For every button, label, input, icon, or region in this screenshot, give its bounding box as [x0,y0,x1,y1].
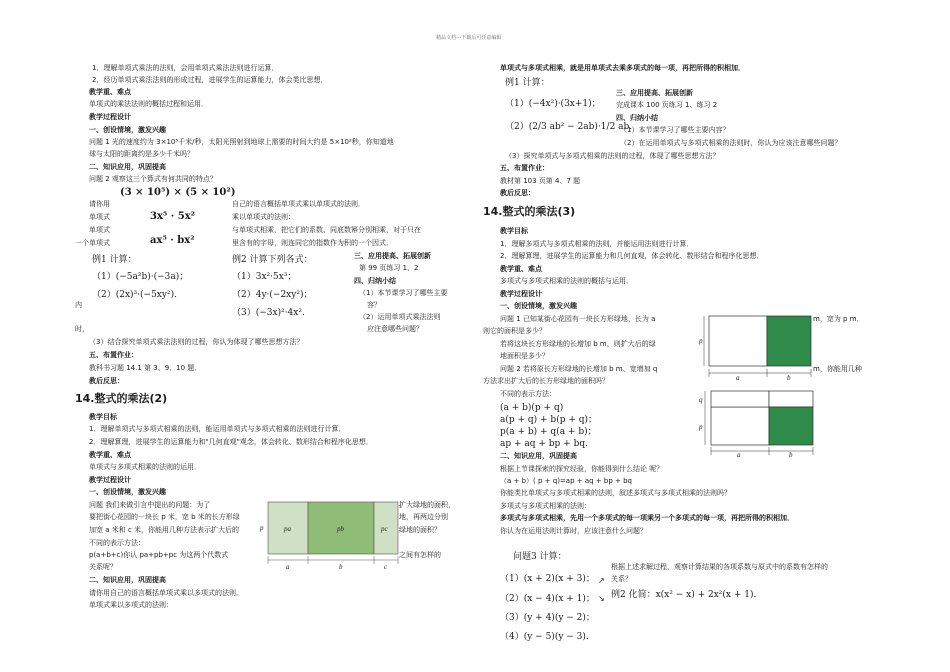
text-line: 单项式与多项式相乘的法则的运用． [89,463,201,471]
dim-label-a: a [736,374,740,381]
section-heading: 14.整式的乘法(3) [483,205,576,218]
dim-label-a: a [286,563,290,570]
arrow-mark-icon: ↗ [598,576,605,585]
region-label-pb: pb [337,525,344,533]
subheading: 一、创设情境，激发兴趣 [500,302,577,310]
garden-figure-b [699,311,815,381]
subheading: 教学过程设计 [89,113,131,121]
math-expression: （2）(x − 4)(x + 1)； [500,594,595,604]
text-line: 容？ [367,301,381,309]
subheading: 一、创设情境，激发兴趣 [89,126,166,134]
text-line: p(a+b+c)你认 pa+pb+pc 为这两个代数式 [89,551,229,559]
text-line: m，宽为 p m． [813,315,864,323]
text-line: 第 99 页练习 1、2 [359,264,419,272]
subheading: 教学过程设计 [500,290,542,298]
subheading: 单项式与多项式相乘，就是用单项式去乘多项式的每一项，再把所得的积相加． [500,64,745,72]
garden-original [709,316,767,366]
math-expression: p(a + b) + q(a + b)； [500,427,597,437]
section-heading: 14.整式的乘法(2) [75,392,168,405]
subheading: 三、应用提高、拓展创新 [354,252,431,260]
subheading: 二、知识应用，巩固提高 [89,163,166,171]
subheading: 教后反思： [89,377,124,385]
subheading: 五、布置作业： [500,164,549,172]
text-line: 1．理解多项式与多项式相乘的法则，并能运用法则进行计算． [500,240,694,248]
math-expression: ax⁵ · bx² [150,235,195,246]
text-line: （3）结合探究单项式乘法法则的过程，你认为体现了哪些思想方法？ [89,338,304,346]
text-line: 问题 2 观察这三个算式有何共同的特点？ [89,175,217,183]
subheading: 五、布置作业： [89,351,138,359]
text-line: （1）本节课学习了哪些主要内容？ [620,126,730,134]
text-line: 问题 2 若将原长方形绿地的长增加 b m、宽增加 q [500,365,658,373]
dim-label-b: b [789,451,793,457]
text-line: 单项式 [89,213,110,221]
math-expression: （3）(−3x)²·4x²． [232,308,311,318]
garden-extension [767,316,811,366]
text-line: 里含有的字母，则连同它的指数作为积的一个因式． [232,239,393,247]
subheading: 四、归纳小结 [354,277,396,285]
math-expression: （3）(y + 4)(y − 2)； [500,613,595,623]
text-line: 绿地的面积？ [399,526,441,534]
math-expression: ap + aq + bp + bq． [500,439,595,449]
text-line: （1）本节课学习了哪些主要 [359,289,448,297]
math-expression: （1）(−4x²)·(3x+1)； [505,99,601,109]
text-line: 扩大绿地的面积， [399,501,455,509]
math-expression: a(p + q) + b(p + q)； [500,415,598,425]
text-line: 内 [75,301,82,309]
text-line: 根据上述求解过程，观察计算结果的各项系数与原式中的系数有怎样的 [611,563,828,571]
text-line: 不同的表示方法： [89,539,145,547]
text-line: 关系？ [611,575,632,583]
dim-label-c: c [384,563,388,570]
math-expression: （1）(−5a²b)·(−3a)； [92,272,189,282]
garden-extension [769,407,813,445]
text-line: 请你用自己的语言概括单项式乘以多项式的法则． [89,589,243,597]
subheading: 一、创设情境，激发兴趣 [89,488,166,496]
text-line: 要把街心花园的一块长 p 米，宽 b 米的长方形绿 [89,513,240,521]
text-line: 地面积是多少？ [500,352,549,360]
text-line: 地，再两边分别 [399,513,448,521]
math-expression: 3x⁵ · 5x² [150,211,196,222]
text-line: 1．理解单项式与多项式相乘的法则，能运用单项式与多项式相乘的法则进行计算． [89,425,346,433]
text-line: （3）探究单项式与多项式相乘的法则的过程，体现了哪些思想方法？ [505,152,720,160]
math-expression: （4）(y − 5)(y − 3)． [500,632,595,642]
region-label-pa: pa [284,525,291,533]
page-header: 精品文档---下载后可任意编辑 [436,35,502,41]
text-line: 教科书习题 14.1 第 3、9、10 题． [89,364,202,372]
subheading: 教学重、难点 [89,451,131,459]
text-line: m，你能用几种 [813,365,862,373]
text-line: 2．经历单项式乘法法则的形成过程，进展学生的运算能力，体会类比思想． [92,76,328,84]
garden-original [711,407,769,445]
text-line: 若将这块长方形绿地的长增加 b m，则扩大后的绿 [500,340,656,348]
dim-label-b: b [787,374,791,381]
math-expression: (3 × 10⁵) × (5 × 10²) [120,187,236,198]
math-expression: 例2 计算下列各式： [232,255,313,265]
text-line: 请你用 [89,200,110,208]
text-line: （a + b）( p + q)=ap + aq + bp + bq [500,477,632,485]
text-line: 多项式与多项式相乘的法则： [500,502,591,510]
subheading: 教学过程设计 [89,476,131,484]
text-line: 单项式 [89,226,110,234]
math-expression: 问题3 计算： [513,552,567,562]
text-line: （2）运用单项式乘法法则 [359,313,441,321]
text-line: 问题 1 光的速度约为 3×10⁵千米/秒，太阳光照射到地球上需要的时间大约是 5×10²秒，你知道地 [89,138,394,146]
math-expression: (a + b)(p + q) [500,403,564,413]
math-expression: （1）(x + 2)(x + 3)； [500,574,595,584]
math-expression: 例2 化简：x(x² − x) + 2x²(x + 1)． [611,590,763,600]
arrow-mark-icon: ↘ [598,594,605,603]
text-line: 应注意哪些问题？ [367,325,423,333]
text-line: 问题 1 已知某街心花园有一块长方形绿地，长为 a [500,315,656,323]
subheading: 教后反思： [500,189,535,197]
text-line: 1．理解单项式乘法的法则，会用单项式乘法法则进行运算． [92,64,279,72]
region-label-pc: pc [381,525,388,533]
text-line: 你认为在运用法则计算时，应该注意什么问题？ [500,527,647,535]
text-line: 完成课本 100 页练习 1、练习 2 [616,101,718,109]
subheading: 教学重、难点 [500,265,542,273]
subheading: 四、归纳小结 [616,114,658,122]
text-line: 与单项式相乘，把它们的系数、同底数幂分别相乘，对于只在 [232,226,421,234]
subheading: 教学目标 [89,413,117,421]
text-line: 则它的面积是多少？ [483,327,546,335]
subheading: 二、知识应用，巩固提高 [500,452,577,460]
text-line: 之间有怎样的 [399,551,441,559]
text-line: 时， [75,325,89,333]
math-expression: （2）(2/3 ab² − 2ab)·1/2 ab． [505,122,639,132]
math-expression: （2）(2x)³·(−5xy²)． [92,290,184,300]
text-line: 教材第 103 页第 4、7 题 [500,177,581,185]
math-expression: 例1 计算： [505,78,550,88]
subheading: 多项式与多项式相乘，先用一个多项式的每一项乘另一个多项式的每一项，再把所得的积相加． [500,514,794,522]
text-line: 方法求出扩大后的长方形绿地的面积吗？ [483,377,609,385]
subheading: 二、知识应用，巩固提高 [89,576,166,584]
text-line: 球与太阳的距离约是多少千米吗？ [89,150,194,158]
text-line: 多项式与多项式相乘的法则的概括与运用． [500,277,633,285]
dim-label-p: p [699,423,703,431]
text-line: 单项式乘以多项式的法则： [89,601,173,609]
dim-label-p: p [699,337,703,345]
text-line: 问题 我们来做引言中提出的问题：为了 [89,501,211,509]
math-expression: （1）3x²·5x³； [232,272,297,282]
subheading: 教学目标 [500,227,528,235]
dim-label-a: a [737,451,741,457]
garden-figure-a [259,500,401,570]
garden-right-block [769,391,813,407]
text-line: 关系呢？ [89,563,117,571]
text-line: 一个单项式 [75,239,110,247]
dim-label-q: q [699,396,703,404]
text-line: 你能类比单项式与多项式相乘的法则，叙述多项式与多项式相乘的法则吗？ [500,489,731,497]
subheading: 三、应用提高、拓展创新 [616,89,693,97]
garden-top-strip [711,391,769,407]
text-line: 加宽 a 米和 c 米，你能用几种方法表示扩大后的 [89,526,240,534]
text-line: 根据上节课探索的探究经验，你能得到什么结论 呢？ [500,465,664,473]
text-line: 不同的表示方法： [500,390,556,398]
garden-figure-c [699,385,823,457]
dim-label-b: b [339,563,343,570]
text-line: 乘以单项式的法则： [232,213,295,221]
text-line: 单项式的乘法法则的概括过程和运用． [89,100,208,108]
text-line: （2）在运用单项式与多项式相乘的法则时，你认为应该注意哪些问题？ [620,139,842,147]
math-expression: 例1 计算： [92,255,137,265]
text-line: 自己的语言概括单项式乘以单项式的法则． [232,200,365,208]
dim-label-p: p [260,524,264,532]
math-expression: （2）4y·(−2xy²)； [232,290,313,300]
text-line: 2．理解算理，进展学生的运算能力和"几何直观"观念，体会转化、数形结合和程序化思想． [89,438,373,446]
text-line: 2．理解算理，进展学生的运算能力和几何直观，体会转化、数形结合和程序化思想． [500,252,764,260]
subheading: 教学重、难点 [89,88,131,96]
